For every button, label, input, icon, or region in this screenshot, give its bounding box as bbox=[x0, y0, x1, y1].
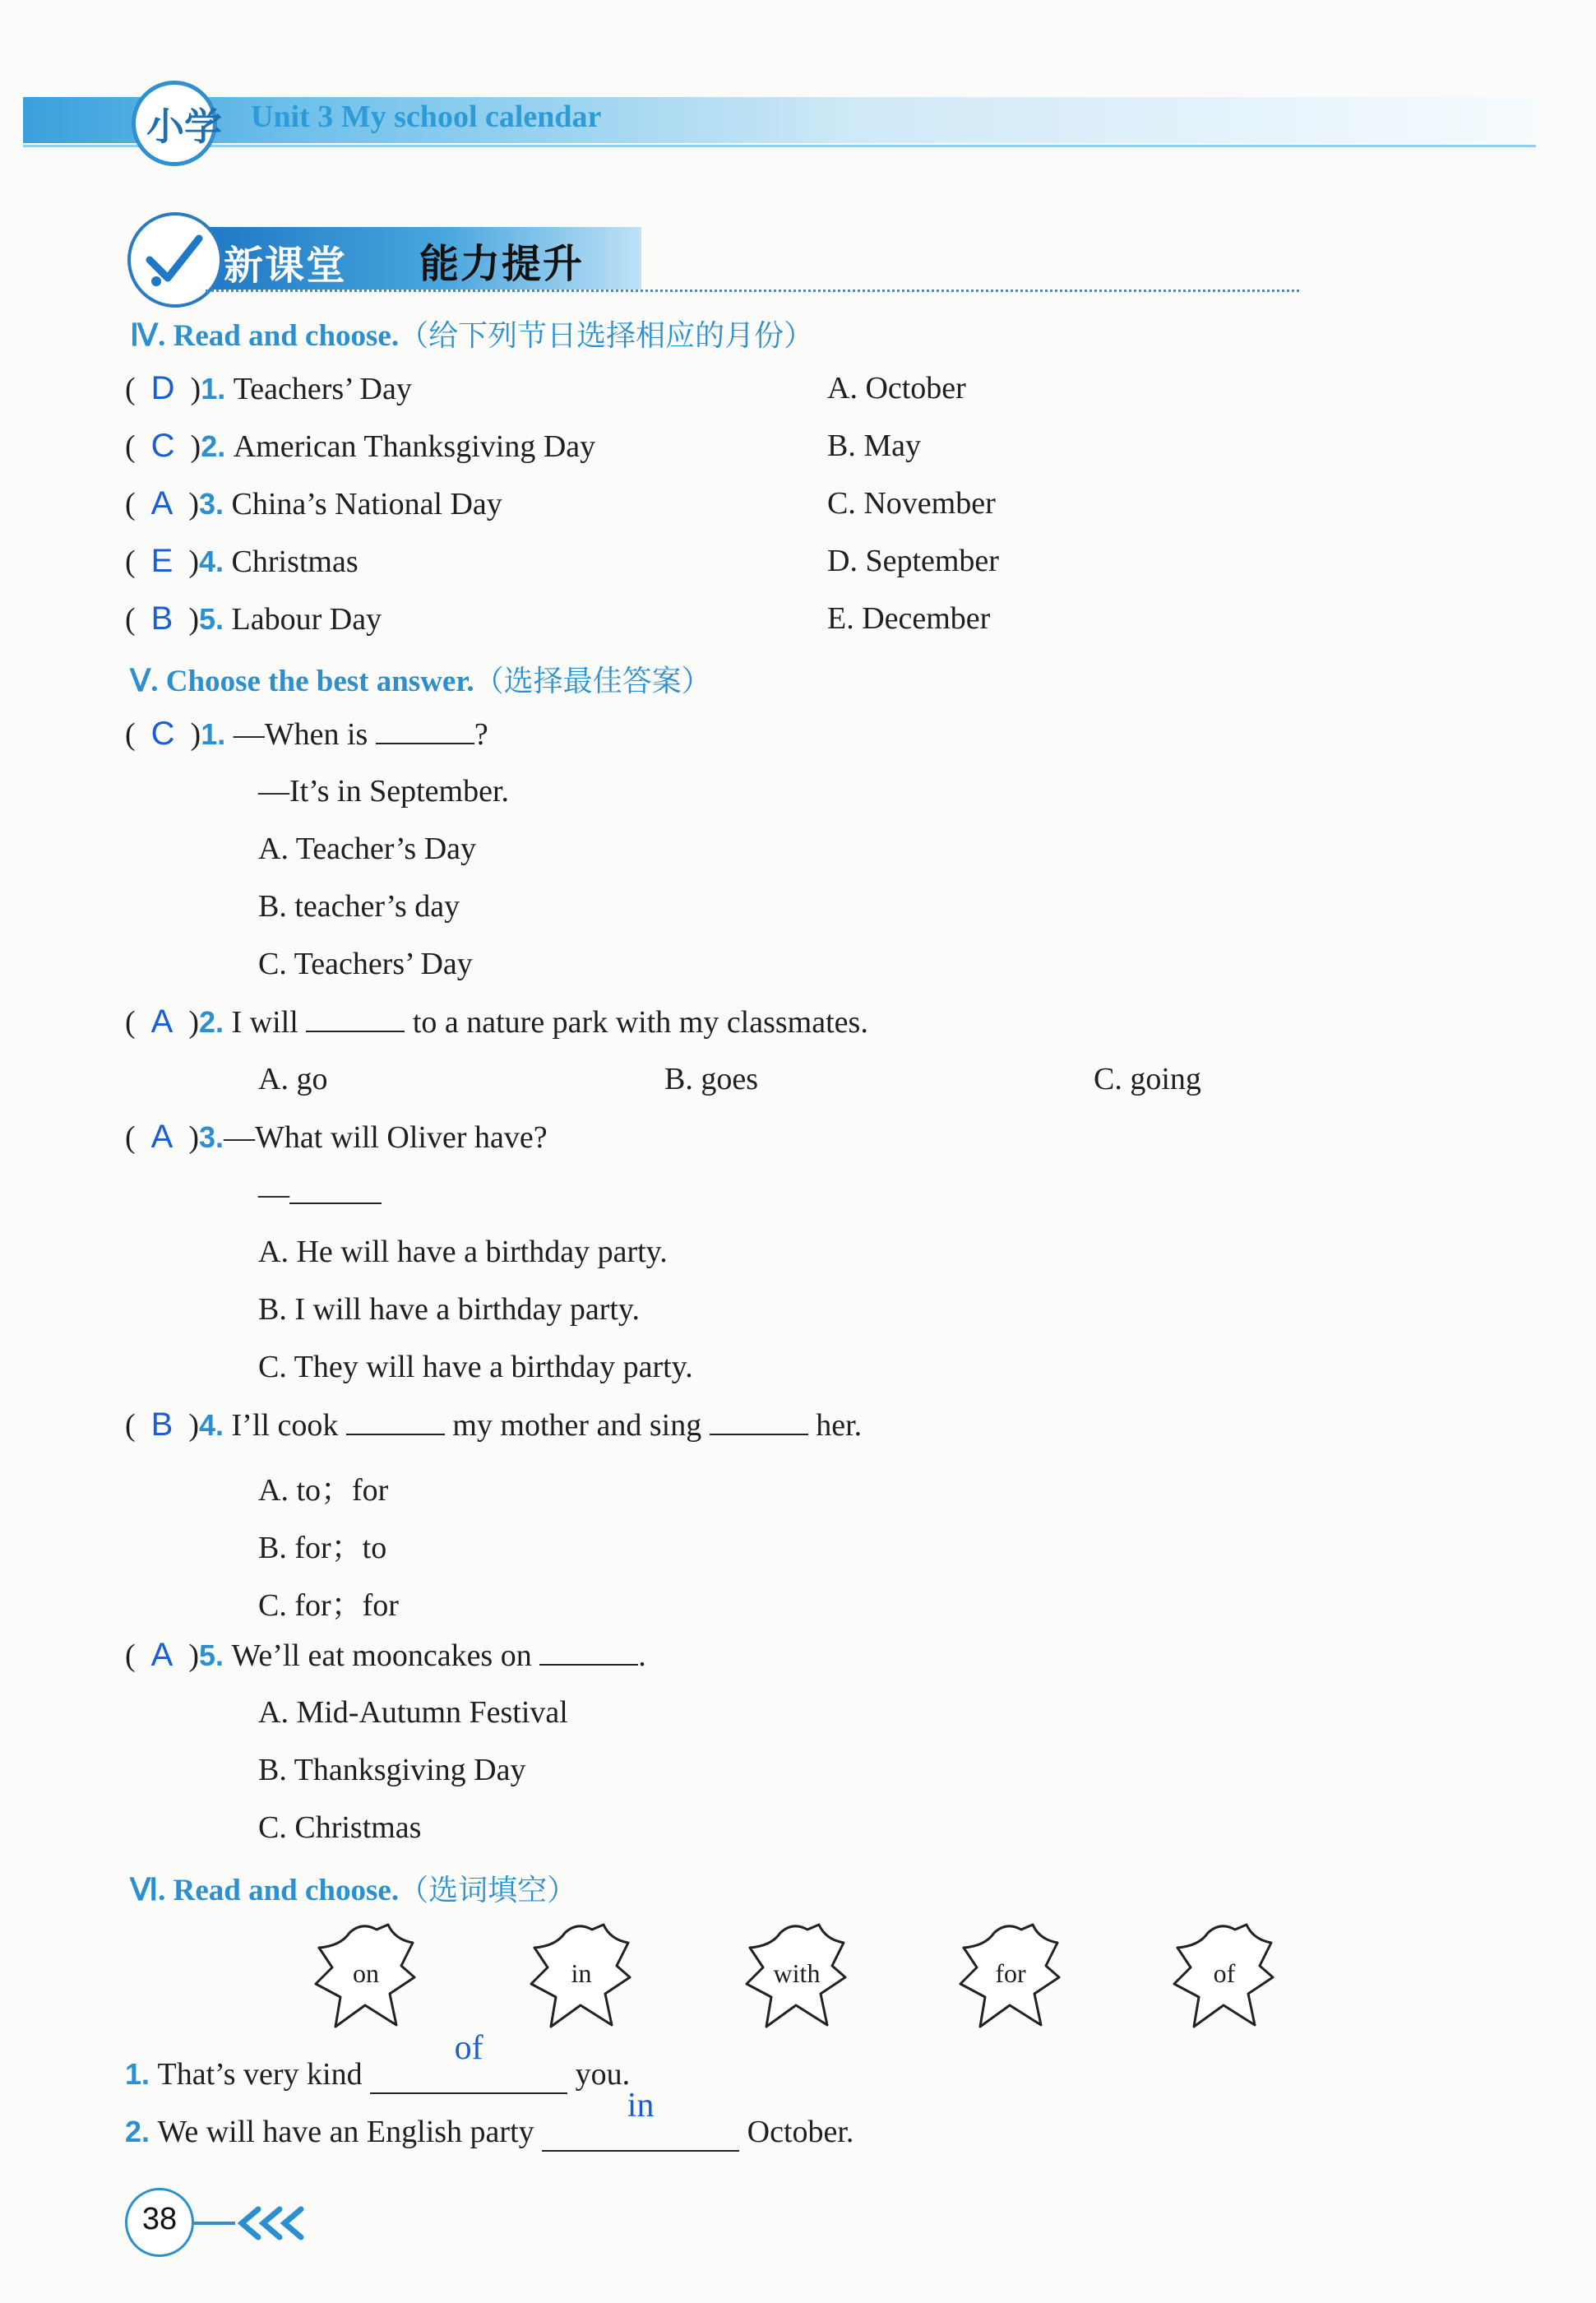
question-number: 2. bbox=[199, 1005, 224, 1039]
section-5-title-cn: （选择最佳答案） bbox=[474, 665, 711, 698]
section-6-title bbox=[130, 1867, 576, 1909]
item-text: Teachers’ Day bbox=[233, 372, 412, 406]
answer-blank bbox=[542, 2087, 739, 2152]
option-a: A. Teacher’s Day bbox=[258, 832, 476, 866]
section-4-title-en: Ⅳ. Read and choose. bbox=[130, 319, 400, 353]
question-stem-end: her. bbox=[807, 1408, 863, 1443]
question-stem: I will bbox=[231, 1005, 307, 1040]
question-stem: We’ll eat mooncakes on bbox=[231, 1638, 540, 1673]
answer-blank bbox=[376, 743, 474, 744]
section-4-title bbox=[130, 313, 813, 354]
sentence-text-end: October. bbox=[739, 2115, 854, 2149]
item-text: American Thanksgiving Day bbox=[233, 429, 596, 464]
question-1: ( C )1. —When is ? bbox=[125, 716, 488, 752]
banner-title: 能力提升 bbox=[419, 241, 585, 287]
section-6-title-cn: （选词填空） bbox=[399, 1874, 577, 1907]
answer-blank bbox=[289, 1202, 382, 1204]
unit-title: Unit 3 My school calendar bbox=[251, 100, 602, 134]
word-option: with bbox=[773, 1958, 821, 1988]
answer-mark: C bbox=[150, 716, 175, 752]
sentence-text: That’s very kind bbox=[157, 2057, 371, 2092]
sentence-text: We will have an English party bbox=[157, 2115, 543, 2149]
option-a: A. He will have a birthday party. bbox=[258, 1235, 668, 1269]
question-number: 5. bbox=[199, 1638, 224, 1672]
matching-item: ( B )5. Labour Day bbox=[125, 600, 382, 637]
item-number: 5. bbox=[199, 602, 224, 636]
item-text: China’s National Day bbox=[231, 487, 502, 521]
month-option: E. December bbox=[827, 601, 991, 636]
option-a: A. Mid-Autumn Festival bbox=[258, 1695, 568, 1730]
answer-blank bbox=[710, 1434, 808, 1435]
matching-item: ( A )3. China’s National Day bbox=[125, 485, 502, 521]
answer-mark: C bbox=[150, 428, 175, 464]
item-number: 2. bbox=[201, 429, 226, 463]
question-stem: I’ll cook bbox=[231, 1408, 346, 1443]
section-5-title-en: Ⅴ. Choose the best answer. bbox=[130, 665, 474, 698]
item-number: 3. bbox=[199, 487, 224, 521]
filled-answer: in bbox=[627, 2087, 655, 2125]
section-6-title-en: Ⅵ. Read and choose. bbox=[130, 1874, 400, 1907]
question-stem: —What will Oliver have? bbox=[224, 1120, 548, 1155]
matching-item: ( D )1. Teachers’ Day bbox=[125, 370, 412, 406]
question-stem-end: . bbox=[638, 1638, 646, 1673]
header-band bbox=[23, 97, 1536, 143]
option-a: A. to；for bbox=[258, 1473, 389, 1508]
month-option: C. November bbox=[827, 486, 996, 521]
question-reply: —It’s in September. bbox=[258, 774, 510, 809]
question-4: ( B )4. I’ll cook my mother and sing her. bbox=[125, 1406, 863, 1443]
logo-text: 小学 bbox=[146, 104, 222, 149]
answer-blank bbox=[306, 1031, 405, 1032]
item-text: Labour Day bbox=[231, 602, 382, 637]
option-b: B. I will have a birthday party. bbox=[258, 1292, 640, 1327]
question-reply bbox=[258, 1176, 382, 1212]
question-stem-mid: my mother and sing bbox=[444, 1408, 710, 1443]
matching-item: ( E )4. Christmas bbox=[125, 543, 359, 579]
answer-mark: D bbox=[150, 370, 175, 406]
matching-item: ( C )2. American Thanksgiving Day bbox=[125, 428, 596, 464]
question-2: ( A )2. I will to a nature park with my classmates. bbox=[125, 1003, 868, 1040]
word-option: of bbox=[1213, 1958, 1236, 1988]
answer-mark: A bbox=[150, 1003, 173, 1040]
item-number: 4. bbox=[199, 544, 224, 578]
item-text: Christmas bbox=[231, 544, 359, 579]
answer-blank bbox=[346, 1434, 445, 1435]
option-c: C. Teachers’ Day bbox=[258, 947, 473, 981]
option-c: C. Christmas bbox=[258, 1810, 422, 1845]
sentence-number: 1. bbox=[125, 2057, 150, 2091]
item-number: 1. bbox=[201, 372, 226, 405]
page-number: 38 bbox=[141, 2202, 178, 2236]
fill-sentence-2 bbox=[125, 2087, 854, 2152]
section-4-title-cn: （给下列节日选择相应的月份） bbox=[399, 319, 814, 353]
banner-divider bbox=[206, 290, 1299, 292]
option-b: B. Thanksgiving Day bbox=[258, 1753, 526, 1787]
question-stem: —When is bbox=[233, 717, 376, 752]
header-line bbox=[23, 145, 1536, 147]
option-b: B. teacher’s day bbox=[258, 889, 460, 924]
answer-mark: A bbox=[150, 485, 173, 521]
filled-answer: of bbox=[454, 2029, 483, 2067]
question-number: 4. bbox=[199, 1408, 224, 1442]
answer-mark: B bbox=[150, 600, 173, 637]
chevrons-left-icon bbox=[194, 2204, 317, 2242]
question-stem-end: to a nature park with my classmates. bbox=[405, 1005, 868, 1040]
word-option: for bbox=[995, 1958, 1026, 1988]
pen-check-icon bbox=[141, 227, 207, 293]
reply-dash: — bbox=[258, 1177, 289, 1212]
option-b: B. for；to bbox=[258, 1531, 387, 1565]
sentence-text-end: you. bbox=[567, 2057, 631, 2092]
question-number: 1. bbox=[201, 717, 226, 751]
sentence-number: 2. bbox=[125, 2115, 150, 2148]
word-option: in bbox=[571, 1958, 592, 1988]
option-c: C. going bbox=[1094, 1062, 1201, 1096]
question-5: ( A )5. We’ll eat mooncakes on . bbox=[125, 1637, 646, 1673]
answer-blank bbox=[370, 2029, 567, 2094]
banner-brand: 新课堂 bbox=[224, 243, 348, 289]
answer-mark: E bbox=[150, 543, 173, 579]
answer-blank bbox=[539, 1664, 638, 1666]
answer-mark: A bbox=[150, 1637, 173, 1673]
option-c: C. for；for bbox=[258, 1588, 399, 1623]
answer-mark: A bbox=[150, 1119, 173, 1155]
month-option: A. October bbox=[827, 371, 966, 405]
option-b: B. goes bbox=[664, 1062, 758, 1096]
option-c: C. They will have a birthday party. bbox=[258, 1350, 693, 1384]
answer-mark: B bbox=[150, 1406, 173, 1443]
question-number: 3. bbox=[199, 1120, 224, 1154]
question-3: ( A )3.—What will Oliver have? bbox=[125, 1119, 548, 1155]
month-option: D. September bbox=[827, 544, 999, 578]
month-option: B. May bbox=[827, 429, 921, 463]
section-5-title bbox=[130, 658, 711, 700]
question-stem-end: ? bbox=[474, 717, 488, 752]
word-option: on bbox=[353, 1958, 379, 1988]
option-a: A. go bbox=[258, 1062, 328, 1096]
